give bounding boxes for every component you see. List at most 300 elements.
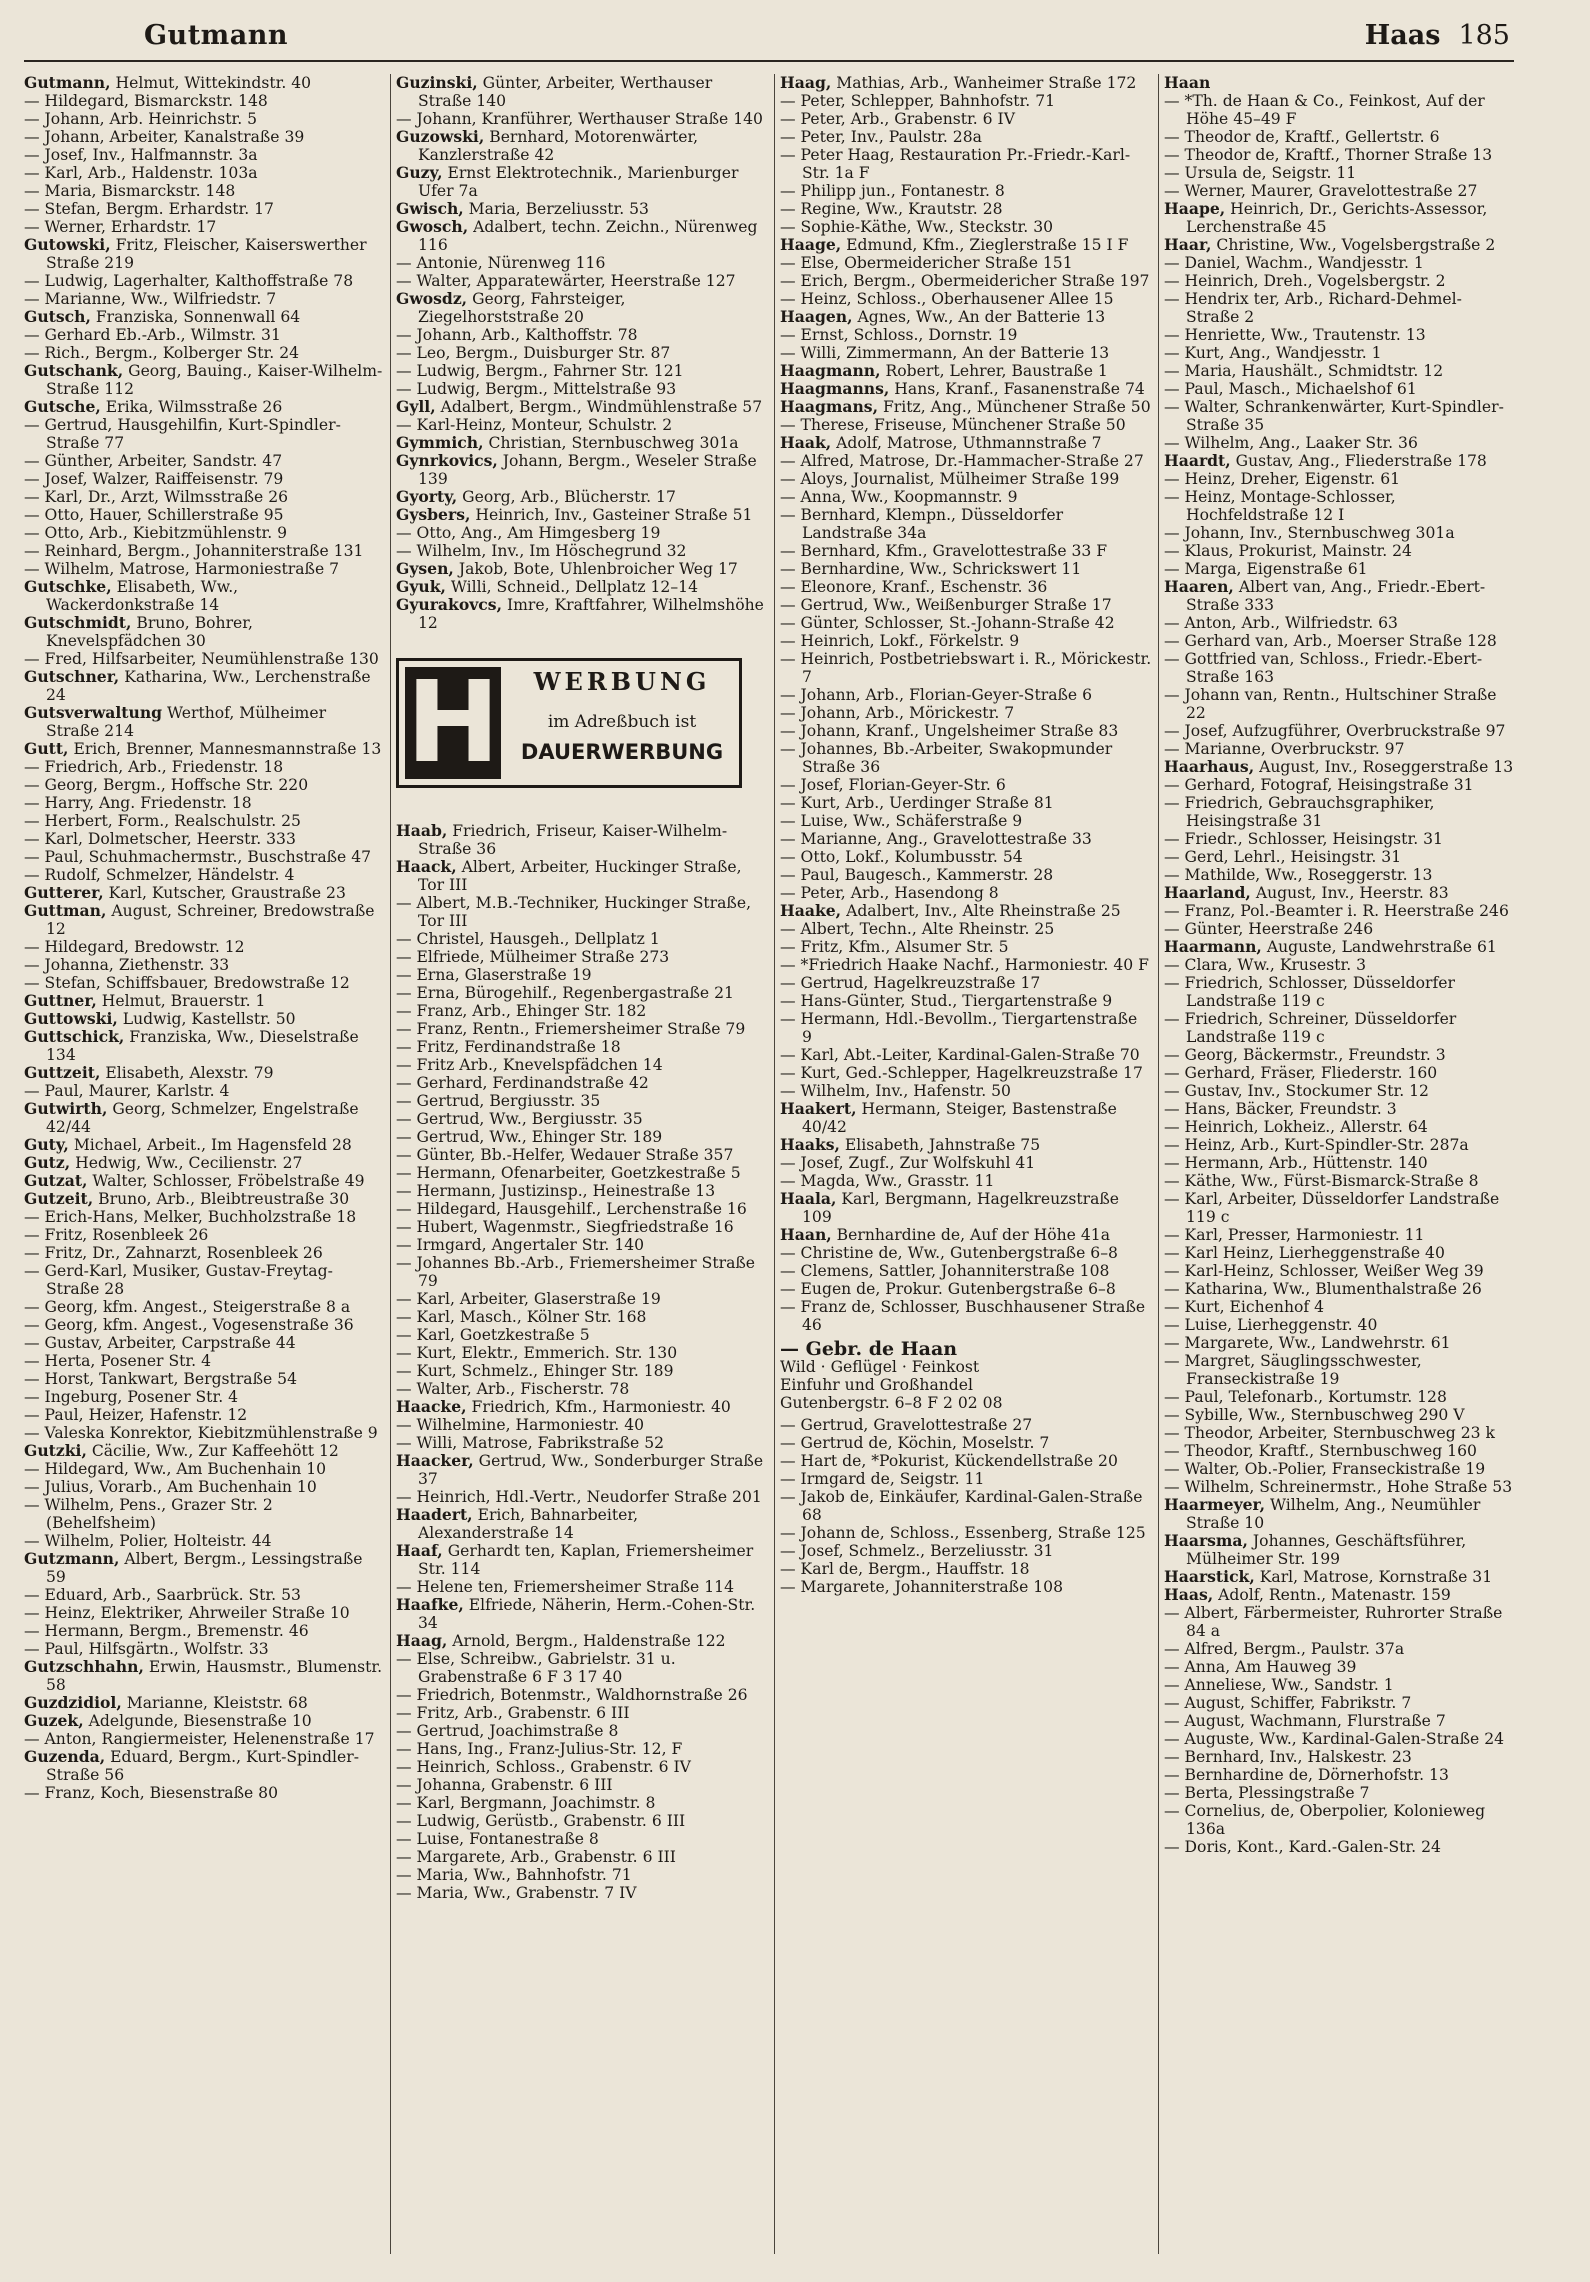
entry-details: — Heinz, Schloss., Oberhausener Allee 15 [780, 290, 1114, 308]
directory-entry [1164, 632, 1514, 650]
entry-details: — Margarete, Ww., Landwehrstr. 61 [1164, 1334, 1451, 1352]
entry-details: — Christel, Hausgeh., Dellplatz 1 [396, 930, 660, 948]
entry-details: Albert, Bergm., Lessingstraße 59 [46, 1550, 363, 1586]
entry-details: — Johann, Arbeiter, Kanalstraße 39 [24, 128, 305, 146]
directory-entry [24, 614, 384, 650]
directory-entry [396, 1686, 768, 1704]
ad-big-letter: H [406, 658, 500, 788]
entry-details: — Wilhelm, Ang., Laaker Str. 36 [1164, 434, 1418, 452]
entry-details: — Antonie, Nürenweg 116 [396, 254, 606, 272]
entry-details: — Kurt, Eichenhof 4 [1164, 1298, 1325, 1316]
directory-entry [24, 290, 384, 308]
directory-entry [24, 1190, 384, 1208]
entry-details: — Johannes, Bb.-Arbeiter, Swakopmunder Straße 36 [780, 740, 1113, 776]
ad-line-3: DAUERWERBUNG [520, 740, 724, 764]
directory-entry [1164, 830, 1514, 848]
entry-details: Eduard, Bergm., Kurt-Spindler-Straße 56 [46, 1748, 359, 1784]
directory-entry [24, 1136, 384, 1154]
directory-entry [24, 812, 384, 830]
directory-entry [1164, 1838, 1514, 1856]
entry-details: — Friedr., Schlosser, Heisingstr. 31 [1164, 830, 1443, 848]
directory-entry [396, 1542, 768, 1578]
directory-entry [24, 1532, 384, 1550]
directory-entry [1164, 1154, 1514, 1172]
entry-details: — Georg, Bäckermstr., Freundstr. 3 [1164, 1046, 1446, 1064]
entry-details: — Albert, Färbermeister, Ruhrorter Straße 84 a [1164, 1604, 1503, 1640]
entry-details: — Hildegard, Bismarckstr. 148 [24, 92, 268, 110]
directory-entry [24, 164, 384, 182]
entry-surname: Haak, [780, 433, 832, 452]
entry-details: — Mathilde, Ww., Roseggerstr. 13 [1164, 866, 1433, 884]
directory-entry [780, 1082, 1152, 1100]
directory-entry [24, 938, 384, 956]
directory-entry [396, 1164, 768, 1182]
entry-details: — Paul, Hilfsgärtn., Wolfstr. 33 [24, 1640, 269, 1658]
entry-details: — Heinrich, Lokheiz., Allerstr. 64 [1164, 1118, 1428, 1136]
directory-entry [1164, 1676, 1514, 1694]
entry-details: Gerhardt ten, Kaplan, Friemersheimer Str. 114 [418, 1542, 754, 1578]
directory-entry [396, 984, 768, 1002]
entry-details: — Karl-Heinz, Monteur, Schulstr. 2 [396, 416, 673, 434]
entry-details: — Hans-Günter, Stud., Tiergartenstraße 9 [780, 992, 1113, 1010]
entry-details: — Ingeburg, Posener Str. 4 [24, 1388, 239, 1406]
directory-entry [24, 578, 384, 614]
entry-details: — Anton, Arb., Wilfriedstr. 63 [1164, 614, 1398, 632]
directory-entry [1164, 1442, 1514, 1460]
entry-surname: Gutz, [24, 1153, 71, 1172]
directory-entry [24, 1406, 384, 1424]
entry-details: — Hildegard, Bredowstr. 12 [24, 938, 245, 956]
entry-details: — *Friedrich Haake Nachf., Harmoniestr. 40 F [780, 956, 1149, 974]
entry-details: — Johann, Arb., Kalthoffstr. 78 [396, 326, 638, 344]
entry-details: Elfriede, Näherin, Herm.-Cohen-Str. 34 [418, 1596, 756, 1632]
entry-details: — Hans, Ing., Franz-Julius-Str. 12, F [396, 1740, 683, 1758]
entry-details: Cäcilie, Ww., Zur Kaffeehött 12 [86, 1442, 339, 1460]
entry-surname: Gwisch, [396, 199, 464, 218]
entry-details: — Anna, Ww., Koopmannstr. 9 [780, 488, 1018, 506]
directory-entry [24, 146, 384, 164]
entry-details: Heinrich, Inv., Gasteiner Straße 51 [470, 506, 753, 524]
directory-entry [1164, 1334, 1514, 1352]
entry-details: — Wilhelm, Pens., Grazer Str. 2 (Behelfsheim) [24, 1496, 273, 1532]
entry-details: — Therese, Friseuse, Münchener Straße 50 [780, 416, 1126, 434]
entry-details: — Paul, Heizer, Hafenstr. 12 [24, 1406, 248, 1424]
directory-entry [24, 272, 384, 290]
directory-entry [24, 1352, 384, 1370]
directory-entry [1164, 398, 1514, 434]
directory-entry [1164, 884, 1514, 902]
entry-details: Ernst Elektrotechnik., Marienburger Ufer 7a [418, 164, 739, 200]
entry-details: — Josef, Aufzugführer, Overbruckstraße 97 [1164, 722, 1506, 740]
entry-details: — Werner, Erhardstr. 17 [24, 218, 217, 236]
directory-entry [1164, 344, 1514, 362]
directory-entry [780, 938, 1152, 956]
directory-entry [24, 776, 384, 794]
directory-entry [780, 974, 1152, 992]
entry-surname: Guzinski, [396, 74, 478, 92]
directory-entry [396, 1218, 768, 1236]
entry-details: Albert van, Ang., Friedr.-Ebert-Straße 333 [1186, 578, 1486, 614]
directory-entry [780, 902, 1152, 920]
directory-entry [24, 1586, 384, 1604]
entry-details: — Kurt, Schmelz., Ehinger Str. 189 [396, 1362, 674, 1380]
directory-entry [396, 1794, 768, 1812]
column-4 [1164, 74, 1514, 2264]
entry-surname: Haag, [780, 74, 832, 92]
directory-entry [396, 74, 768, 110]
directory-entry [24, 92, 384, 110]
directory-entry [780, 596, 1152, 614]
entry-details: — Gertrud, Hagelkreuzstraße 17 [780, 974, 1041, 992]
directory-entry [1164, 1568, 1514, 1586]
directory-entry [780, 200, 1152, 218]
entry-details: — Walter, Ob.-Polier, Franseckistraße 19 [1164, 1460, 1486, 1478]
directory-entry [24, 1010, 384, 1028]
directory-entry [1164, 1262, 1514, 1280]
entry-details: — Sophie-Käthe, Ww., Steckstr. 30 [780, 218, 1054, 236]
entry-details: — Gertrud de, Köchin, Moselstr. 7 [780, 1434, 1050, 1452]
directory-entry [396, 128, 768, 164]
directory-entry [24, 1298, 384, 1316]
entry-details: — Anton, Rangiermeister, Helenenstraße 17 [24, 1730, 375, 1748]
entry-details: — Alfred, Bergm., Paulstr. 37a [1164, 1640, 1405, 1658]
entry-details: — Günter, Bb.-Helfer, Wedauer Straße 357 [396, 1146, 734, 1164]
directory-entry [24, 740, 384, 758]
directory-entry [1164, 326, 1514, 344]
directory-entry [1164, 1532, 1514, 1568]
directory-entry [780, 992, 1152, 1010]
directory-entry [396, 416, 768, 434]
directory-entry [1164, 488, 1514, 524]
entry-details: — Eugen de, Prokur. Gutenbergstraße 6–8 [780, 1280, 1116, 1298]
directory-entry [1164, 434, 1514, 452]
entry-details: Maria, Berzeliusstr. 53 [463, 200, 649, 218]
entry-details: Auguste, Landwehrstraße 61 [1261, 938, 1497, 956]
directory-entry [24, 524, 384, 542]
directory-entry [1164, 902, 1514, 920]
entry-details: — Ludwig, Bergm., Mittelstraße 93 [396, 380, 677, 398]
directory-entry [396, 1092, 768, 1110]
entry-surname: Haarmeyer, [1164, 1495, 1266, 1514]
directory-entry [396, 200, 768, 218]
entry-details: — Herbert, Form., Realschulstr. 25 [24, 812, 301, 830]
entry-surname: Gutsverwaltung [24, 703, 163, 722]
directory-entry [780, 650, 1152, 686]
directory-entry [1164, 1460, 1514, 1478]
entry-surname: Haaks, [780, 1135, 840, 1154]
entry-details: — Walter, Schrankenwärter, Kurt-Spindler-Straße 35 [1164, 398, 1504, 434]
entry-details: Robert, Lehrer, Baustraße 1 [880, 362, 1108, 380]
directory-entry [1164, 182, 1514, 200]
directory-entry [396, 1380, 768, 1398]
entry-details: Elisabeth, Ww., Wackerdonkstraße 14 [46, 578, 239, 614]
directory-entry [24, 452, 384, 470]
entry-surname: Gutzat, [24, 1171, 88, 1190]
entry-surname: Haacker, [396, 1451, 474, 1470]
directory-entry [1164, 1064, 1514, 1082]
directory-entry [780, 884, 1152, 902]
directory-entry [24, 1640, 384, 1658]
entry-details: — Friedrich, Schreiner, Düsseldorfer Landstraße 119 c [1164, 1010, 1457, 1046]
entry-details: — Gottfried van, Schloss., Friedr.-Ebert-Straße 163 [1164, 650, 1483, 686]
entry-surname: Haaren, [1164, 577, 1234, 596]
header-left-name: Gutmann [144, 20, 288, 51]
directory-entry [1164, 200, 1514, 236]
entry-surname: Gutsch, [24, 307, 91, 326]
directory-entry [24, 704, 384, 740]
entry-details: — August, Schiffer, Fabrikstr. 7 [1164, 1694, 1412, 1712]
entry-details: — Rudolf, Schmelzer, Händelstr. 4 [24, 866, 295, 884]
directory-entry [24, 1028, 384, 1064]
entry-details: Friedrich, Kfm., Harmoniestr. 40 [466, 1398, 731, 1416]
entry-surname: Gutsche, [24, 397, 101, 416]
directory-entry [780, 1416, 1152, 1434]
entry-surname: Haarmann, [1164, 937, 1262, 956]
entry-details: — Christine de, Ww., Gutenbergstraße 6–8 [780, 1244, 1118, 1262]
entry-details: — Erich-Hans, Melker, Buchholzstraße 18 [24, 1208, 357, 1226]
entry-surname: Gutschke, [24, 577, 112, 596]
directory-entry [780, 488, 1152, 506]
entry-details: Agnes, Ww., An der Batterie 13 [852, 308, 1106, 326]
directory-entry [1164, 1316, 1514, 1334]
directory-entry [780, 1226, 1152, 1244]
directory-entry [24, 1604, 384, 1622]
directory-entry [780, 614, 1152, 632]
entry-details: — Johanna, Grabenstr. 6 III [396, 1776, 613, 1794]
directory-entry [24, 362, 384, 398]
directory-entry [24, 326, 384, 344]
directory-entry [1164, 1712, 1514, 1730]
ad-line-2: im Adreßbuch ist [547, 712, 697, 732]
entry-details: — Helene ten, Friemersheimer Straße 114 [396, 1578, 734, 1596]
directory-entry [396, 1866, 768, 1884]
directory-entry [1164, 1136, 1514, 1154]
entry-details: Helmut, Wittekindstr. 40 [110, 74, 312, 92]
entry-details: — Doris, Kont., Kard.-Galen-Str. 24 [1164, 1838, 1441, 1856]
directory-entry [396, 1434, 768, 1452]
directory-entry [1164, 560, 1514, 578]
entry-details: — Henriette, Ww., Trautenstr. 13 [1164, 326, 1426, 344]
entry-details: Adolf, Matrose, Uthmannstraße 7 [831, 434, 1102, 452]
entry-surname: Haab, [396, 821, 448, 840]
entry-surname: Gynrkovics, [396, 451, 498, 470]
entry-details: — Fritz, Kfm., Alsumer Str. 5 [780, 938, 1009, 956]
entry-details: — Ludwig, Bergm., Fahrner Str. 121 [396, 362, 684, 380]
directory-entry [396, 1506, 768, 1542]
entry-surname: Haas, [1164, 1585, 1214, 1604]
directory-entry [396, 1038, 768, 1056]
entry-details: — Heinz, Montage-Schlosser, Hochfeldstraße 12 I [1164, 488, 1396, 524]
entry-surname: Gwosch, [396, 217, 469, 236]
entry-details: — Hart de, *Pokurist, Kückendellstraße 20 [780, 1452, 1118, 1470]
entry-surname: Gutwirth, [24, 1099, 108, 1118]
entry-details: Erich, Brenner, Mannesmannstraße 13 [68, 740, 382, 758]
directory-entry [24, 308, 384, 326]
entry-details: — Anna, Am Hauweg 39 [1164, 1658, 1357, 1676]
entry-details: — Else, Obermeidericher Straße 151 [780, 254, 1073, 272]
directory-entry [1164, 254, 1514, 272]
directory-entry [24, 1172, 384, 1190]
entry-details: — Johann, Inv., Sternbuschweg 301a [1164, 524, 1455, 542]
entry-details: Bernhardine de, Auf der Höhe 41a [831, 1226, 1110, 1244]
directory-entry [396, 1002, 768, 1020]
directory-entry [1164, 776, 1514, 794]
directory-entry [396, 1704, 768, 1722]
entry-details: — Friedrich, Botenmstr., Waldhornstraße 26 [396, 1686, 748, 1704]
entry-details: — Alfred, Matrose, Dr.-Hammacher-Straße 27 [780, 452, 1144, 470]
entry-details: — Luise, Ww., Schäferstraße 9 [780, 812, 1023, 830]
entry-details: — Eleonore, Kranf., Eschenstr. 36 [780, 578, 1048, 596]
entry-details: Franziska, Sonnenwall 64 [90, 308, 301, 326]
directory-entry [780, 344, 1152, 362]
entry-surname: Guttman, [24, 901, 107, 920]
directory-entry [1164, 1496, 1514, 1532]
entry-details: Karl, Matrose, Kornstraße 31 [1254, 1568, 1493, 1586]
entry-details: — Heinrich, Schloss., Grabenstr. 6 IV [396, 1758, 691, 1776]
directory-entry [1164, 128, 1514, 146]
entry-details: — Fritz, Dr., Zahnarzt, Rosenbleek 26 [24, 1244, 323, 1262]
entry-details: — Gustav, Arbeiter, Carpstraße 44 [24, 1334, 296, 1352]
directory-entry [1164, 1694, 1514, 1712]
directory-entry [780, 1298, 1152, 1334]
entry-details: — Jakob de, Einkäufer, Kardinal-Galen-Straße 68 [780, 1488, 1143, 1524]
directory-entry [396, 344, 768, 362]
entry-surname: Guzenda, [24, 1747, 106, 1766]
directory-entry [1164, 1406, 1514, 1424]
directory-entry [396, 1848, 768, 1866]
directory-entry [1164, 1280, 1514, 1298]
entry-details: Karl, Bergmann, Hagelkreuzstraße 109 [802, 1190, 1120, 1226]
entry-details: — Margarete, Johanniterstraße 108 [780, 1578, 1064, 1596]
entry-details: — Aloys, Journalist, Mülheimer Straße 199 [780, 470, 1120, 488]
entry-details: — Maria, Ww., Grabenstr. 7 IV [396, 1884, 637, 1902]
entry-details: Imre, Kraftfahrer, Wilhelmshöhe 12 [418, 596, 764, 632]
entry-surname: Gutterer, [24, 883, 104, 902]
entry-surname: Gutzschhahn, [24, 1657, 144, 1676]
directory-entry [1164, 1658, 1514, 1676]
entry-surname: Gyuk, [396, 577, 446, 596]
directory-entry [780, 290, 1152, 308]
directory-entry [780, 542, 1152, 560]
entry-details: — Günter, Schlosser, St.-Johann-Straße 42 [780, 614, 1115, 632]
entry-details: — Friedrich, Gebrauchsgraphiker, Heisingstraße 31 [1164, 794, 1435, 830]
entry-details: Georg, Arb., Blücherstr. 17 [457, 488, 676, 506]
directory-entry [1164, 1748, 1514, 1766]
directory-entry [780, 92, 1152, 110]
directory-entry [780, 1560, 1152, 1578]
directory-entry [396, 1236, 768, 1254]
entry-details: — Otto, Hauer, Schillerstraße 95 [24, 506, 284, 524]
entry-details: — Margret, Säuglingsschwester, Franseckistraße 19 [1164, 1352, 1422, 1388]
directory-entry [780, 1100, 1152, 1136]
directory-entry [24, 560, 384, 578]
directory-entry [1164, 758, 1514, 776]
directory-entry [1164, 1082, 1514, 1100]
directory-entry [24, 1100, 384, 1136]
entry-details: — Maria, Ww., Bahnhofstr. 71 [396, 1866, 632, 1884]
entry-details: Erich, Bahnarbeiter, Alexanderstraße 14 [418, 1506, 639, 1542]
column-2-bottom [396, 822, 768, 1902]
directory-entry [780, 1434, 1152, 1452]
directory-entry [780, 1190, 1152, 1226]
directory-entry [396, 218, 768, 254]
entry-surname: Haag, [396, 1631, 448, 1650]
directory-entry [1164, 1046, 1514, 1064]
directory-entry [780, 110, 1152, 128]
entry-details: — Hendrix ter, Arb., Richard-Dehmel-Straße 2 [1164, 290, 1462, 326]
directory-entry [780, 218, 1152, 236]
directory-entry [1164, 362, 1514, 380]
entry-surname: Gutschmidt, [24, 613, 132, 632]
directory-entry [396, 560, 768, 578]
entry-details: Marianne, Kleiststr. 68 [121, 1694, 308, 1712]
entry-details: Bruno, Arb., Bleibtreustraße 30 [93, 1190, 350, 1208]
directory-entry [396, 362, 768, 380]
directory-entry [1164, 164, 1514, 182]
entry-details: — Karl-Heinz, Schlosser, Weißer Weg 39 [1164, 1262, 1484, 1280]
entry-details: — Maria, Haushält., Schmidtstr. 12 [1164, 362, 1444, 380]
directory-entry [396, 1254, 768, 1290]
entry-details: — Gerhard, Fräser, Fliederstr. 160 [1164, 1064, 1438, 1082]
entry-details: — Theodor de, Kraftf., Thorner Straße 13 [1164, 146, 1493, 164]
directory-entry [780, 272, 1152, 290]
entry-surname: Haape, [1164, 199, 1226, 218]
entry-details: — Irmgard de, Seigstr. 11 [780, 1470, 985, 1488]
entry-details: — Wilhelm, Matrose, Harmoniestraße 7 [24, 560, 340, 578]
column-1 [24, 74, 384, 2264]
entry-details: — Gertrud, Bergiusstr. 35 [396, 1092, 601, 1110]
entry-surname: Guty, [24, 1135, 69, 1154]
entry-details: Willi, Schneid., Dellplatz 12–14 [445, 578, 698, 596]
entry-details: — Herta, Posener Str. 4 [24, 1352, 211, 1370]
entry-details: — August, Wachmann, Flurstraße 7 [1164, 1712, 1446, 1730]
entry-details: Katharina, Ww., Lerchenstraße 24 [46, 668, 371, 704]
entry-details: — Karl, Abt.-Leiter, Kardinal-Galen-Straße 70 [780, 1046, 1140, 1064]
directory-entry [24, 1154, 384, 1172]
directory-entry [1164, 1244, 1514, 1262]
entry-details: — Margarete, Arb., Grabenstr. 6 III [396, 1848, 676, 1866]
entry-details: — Stefan, Schiffsbauer, Bredowstraße 12 [24, 974, 350, 992]
entry-details: — Johann, Kranführer, Werthauser Straße 140 [396, 110, 763, 128]
directory-entry [1164, 1766, 1514, 1784]
entry-details: Adolf, Rentn., Matenastr. 159 [1213, 1586, 1451, 1604]
directory-entry [396, 1362, 768, 1380]
directory-entry [396, 1812, 768, 1830]
entry-details: Gertrud, Ww., Sonderburger Straße 37 [418, 1452, 764, 1488]
entry-details: — Wilhelmine, Harmoniestr. 40 [396, 1416, 645, 1434]
entry-surname: Gyurakovcs, [396, 595, 503, 614]
entry-details: — Stefan, Bergm. Erhardstr. 17 [24, 200, 274, 218]
entry-details: — Marianne, Ang., Gravelottestraße 33 [780, 830, 1092, 848]
entry-details: — Peter, Arb., Grabenstr. 6 IV [780, 110, 1015, 128]
entry-details: Wilhelm, Ang., Neumühler Straße 10 [1186, 1496, 1481, 1532]
directory-entry [396, 542, 768, 560]
entry-details: — Theodor, Kraftf., Sternbuschweg 160 [1164, 1442, 1477, 1460]
directory-entry [396, 1578, 768, 1596]
entry-details: — Gertrud, Joachimstraße 8 [396, 1722, 619, 1740]
directory-entry [396, 1398, 768, 1416]
directory-entry [780, 1524, 1152, 1542]
directory-entry [396, 1290, 768, 1308]
entry-surname: Haan [1164, 74, 1211, 92]
directory-entry [1164, 740, 1514, 758]
entry-surname: Haala, [780, 1189, 837, 1208]
directory-entry [24, 1388, 384, 1406]
entry-details: — Marianne, Overbruckstr. 97 [1164, 740, 1405, 758]
directory-entry [396, 1722, 768, 1740]
entry-surname: Haan, [780, 1225, 832, 1244]
entry-details: Friedrich, Friseur, Kaiser-Wilhelm-Straße 36 [418, 822, 728, 858]
